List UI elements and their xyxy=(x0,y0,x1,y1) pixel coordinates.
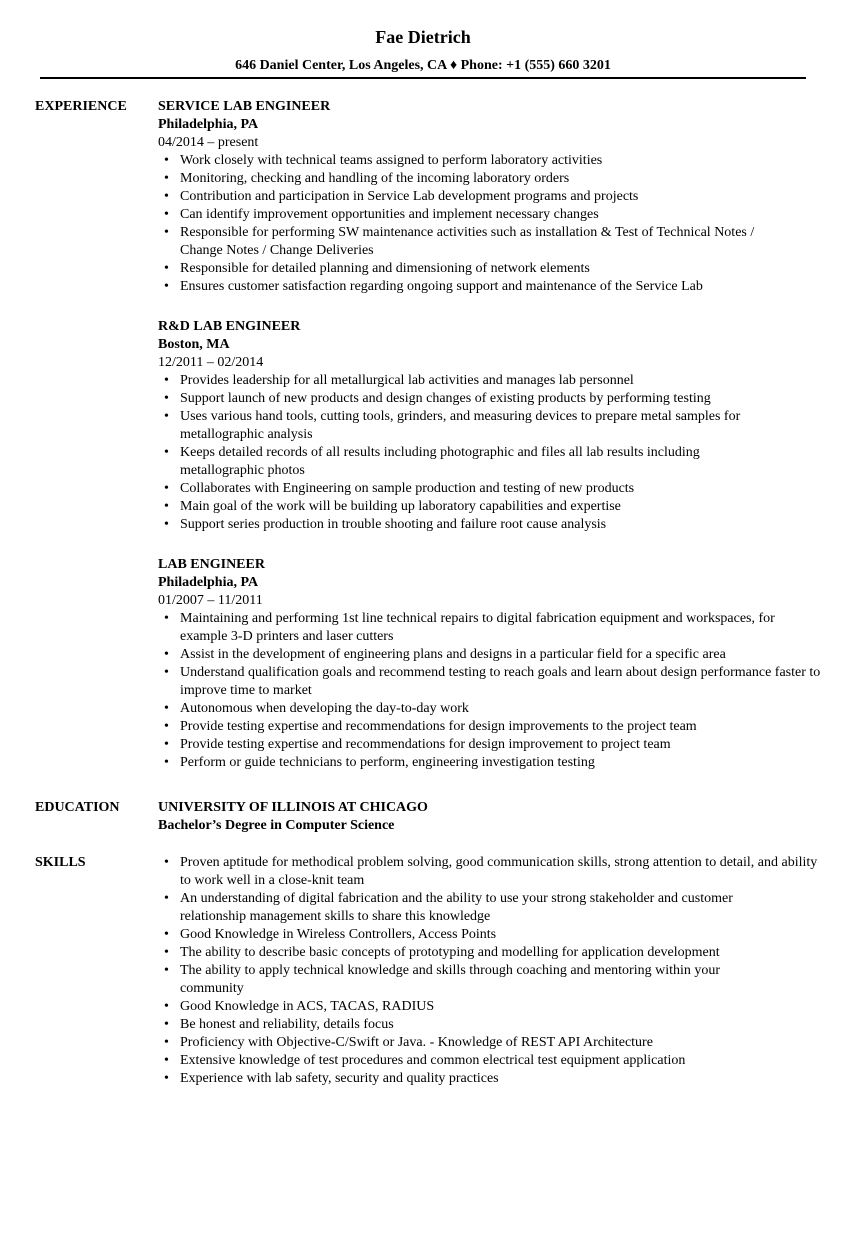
list-item: • Experience with lab safety, security and quality practices xyxy=(158,1070,818,1088)
candidate-name: Fae Dietrich xyxy=(375,27,471,47)
section-title-skills: SKILLS xyxy=(35,855,86,870)
degree: Bachelor’s Degree in Computer Science xyxy=(158,818,395,833)
job-dates: 01/2007 – 11/2011 xyxy=(158,593,263,608)
job-bullets xyxy=(158,610,821,772)
list-item: • Main goal of the work will be building up laboratory capabilities and expertise xyxy=(158,498,818,516)
job-location: Philadelphia, PA xyxy=(158,575,259,590)
skills-list xyxy=(158,854,818,1088)
job-dates: 12/2011 – 02/2014 xyxy=(158,355,264,370)
job-entry xyxy=(158,556,821,772)
header-divider xyxy=(40,77,806,79)
list-item: • Can identify improvement opportunities and implement necessary changes xyxy=(158,206,818,224)
list-item: • Proven aptitude for methodical problem solving, good communication skills, strong attention to detail, and ability to work well in a close-knit team xyxy=(158,854,820,890)
job-location: Boston, MA xyxy=(158,337,230,352)
section-title-experience: EXPERIENCE xyxy=(35,99,127,114)
job-title: R&D LAB ENGINEER xyxy=(158,319,301,334)
resume-header xyxy=(0,26,846,74)
job-title: LAB ENGINEER xyxy=(158,557,265,572)
list-item: • The ability to apply technical knowledge and skills through coaching and mentoring within your community xyxy=(158,962,780,998)
list-item: • Support series production in trouble shooting and failure root cause analysis xyxy=(158,516,818,534)
list-item: • Collaborates with Engineering on sample production and testing of new products xyxy=(158,480,818,498)
list-item: • Provides leadership for all metallurgical lab activities and manages lab personnel xyxy=(158,372,818,390)
list-item: • Uses various hand tools, cutting tools, grinders, and measuring devices to prepare metal samples for metallographic analysis xyxy=(158,408,780,444)
list-item: • Contribution and participation in Service Lab development programs and projects xyxy=(158,188,818,206)
list-item: • Responsible for detailed planning and dimensioning of network elements xyxy=(158,260,818,278)
list-item: • Autonomous when developing the day-to-day work xyxy=(158,700,818,718)
job-title: SERVICE LAB ENGINEER xyxy=(158,99,331,114)
list-item: • An understanding of digital fabrication and the ability to use your strong stakeholder and customer relationship management skills to share this knowledge xyxy=(158,890,800,926)
list-item: • Work closely with technical teams assigned to perform laboratory activities xyxy=(158,152,818,170)
list-item: • Provide testing expertise and recommendations for design improvement to project team xyxy=(158,736,818,754)
list-item: • Support launch of new products and design changes of existing products by performing testing xyxy=(158,390,818,408)
list-item: • Good Knowledge in Wireless Controllers, Access Points xyxy=(158,926,818,944)
list-item: • Maintaining and performing 1st line technical repairs to digital fabrication equipment and workspaces, for example 3-D printers and laser cutters xyxy=(158,610,820,646)
section-title-education: EDUCATION xyxy=(35,800,120,815)
job-bullets xyxy=(158,372,818,534)
list-item: • Ensures customer satisfaction regarding ongoing support and maintenance of the Service Lab xyxy=(158,278,818,296)
skills-body xyxy=(158,854,818,1088)
job-location: Philadelphia, PA xyxy=(158,117,259,132)
list-item: • Assist in the development of engineering plans and designs in a particular field for a specific area xyxy=(158,646,818,664)
list-item: • Keeps detailed records of all results including photographic and files all lab results including metallographic photos xyxy=(158,444,770,480)
job-entry xyxy=(158,98,818,296)
list-item: • Extensive knowledge of test procedures and common electrical test equipment application xyxy=(158,1052,818,1070)
job-entry xyxy=(158,318,818,534)
job-dates: 04/2014 – present xyxy=(158,135,259,150)
list-item: • Responsible for performing SW maintenance activities such as installation & Test of Technical Notes / Change Notes / Change Deliveries xyxy=(158,224,800,260)
list-item: • Perform or guide technicians to perform, engineering investigation testing xyxy=(158,754,818,772)
school-name: UNIVERSITY OF ILLINOIS AT CHICAGO xyxy=(158,800,428,815)
list-item: • Good Knowledge in ACS, TACAS, RADIUS xyxy=(158,998,818,1016)
job-bullets xyxy=(158,152,818,296)
contact-line: 646 Daniel Center, Los Angeles, CA ♦ Phone: +1 (555) 660 3201 xyxy=(235,58,611,73)
list-item: • Monitoring, checking and handling of the incoming laboratory orders xyxy=(158,170,818,188)
list-item: • Understand qualification goals and recommend testing to reach goals and learn about design performance faster to improve time to market xyxy=(158,664,840,700)
list-item: • The ability to describe basic concepts of prototyping and modelling for application development xyxy=(158,944,818,962)
list-item: • Be honest and reliability, details focus xyxy=(158,1016,818,1034)
education-body xyxy=(158,799,818,835)
list-item: • Proficiency with Objective-C/Swift or Java. - Knowledge of REST API Architecture xyxy=(158,1034,818,1052)
list-item: • Provide testing expertise and recommendations for design improvements to the project team xyxy=(158,718,818,736)
